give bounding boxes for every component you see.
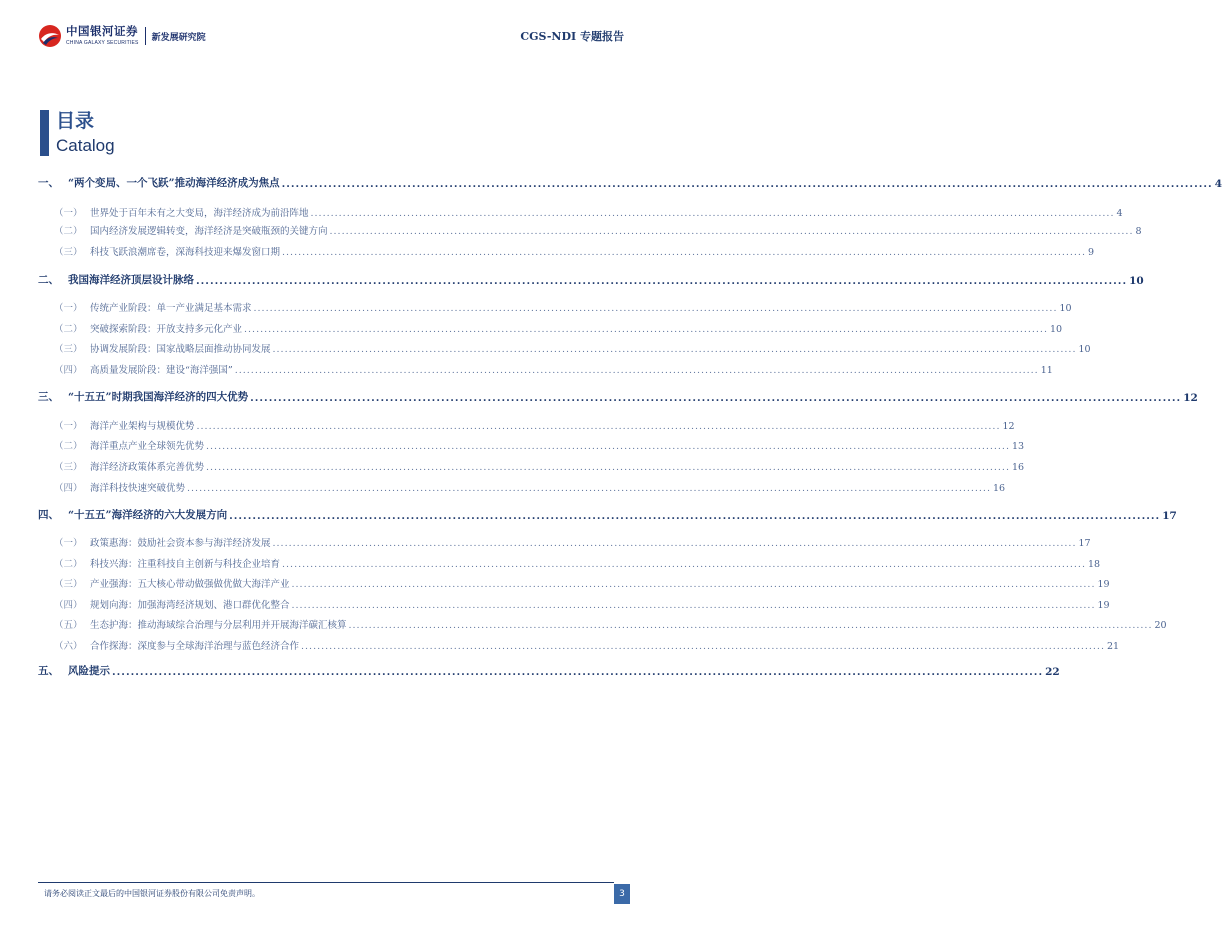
toc-entry-number: （一） <box>54 208 83 219</box>
toc-entry-page: 10 <box>1059 303 1072 314</box>
toc-entry-title: 高质量发展阶段：建设“海洋强国” <box>90 365 233 376</box>
catalog-title-en: Catalog <box>56 136 115 155</box>
toc-entry-number: 五、 <box>38 665 59 677</box>
toc-subsection-entry[interactable] <box>38 613 1167 631</box>
toc-dot-leader: ........................................................................................................................................................................................................ <box>348 620 1153 631</box>
toc-dot-leader: ........................................................................................................................................................................................................ <box>291 600 1096 611</box>
toc-dot-leader: ........................................................................................................................................................................................................ <box>196 421 1001 432</box>
toc-section-entry[interactable] <box>38 386 1198 404</box>
toc-entry-title: 国内经济发展逻辑转变，海洋经济是突破瓶颈的关键方向 <box>90 226 328 237</box>
toc-entry-title: “十五五”海洋经济的六大发展方向 <box>68 509 228 521</box>
galaxy-logo-icon <box>38 24 62 48</box>
toc-subsection-entry[interactable] <box>38 572 1110 590</box>
toc-entry-number: （三） <box>54 247 83 258</box>
toc-entry-number: 三、 <box>38 391 59 403</box>
toc-entry-page: 4 <box>1116 208 1123 219</box>
toc-entry-number: （一） <box>54 303 83 314</box>
toc-entry-title: “两个变局、一个飞跃”推动海洋经济成为焦点 <box>68 177 280 189</box>
toc-subsection-entry[interactable] <box>38 434 1025 452</box>
toc-subsection-entry[interactable] <box>38 634 1120 652</box>
page-header <box>0 0 662 60</box>
toc-subsection-entry[interactable] <box>38 476 1006 494</box>
toc-entry-title: 政策惠海：鼓励社会资本参与海洋经济发展 <box>90 538 271 549</box>
toc-dot-leader: ........................................................................................................................................................................................................ <box>291 579 1096 590</box>
toc-entry-title: “十五五”时期我国海洋经济的四大优势 <box>68 391 249 403</box>
toc-entry-number: （三） <box>54 462 83 473</box>
toc-entry-page: 9 <box>1087 247 1095 258</box>
toc-dot-leader: ........................................................................................................................................................................................................ <box>187 483 991 494</box>
page-number-badge: 3 <box>614 884 630 904</box>
toc-entry-number: （一） <box>54 538 83 549</box>
toc-entry-page: 11 <box>1040 365 1053 376</box>
toc-dot-leader: ........................................................................................................................................................................................................ <box>250 392 1182 404</box>
toc-dot-leader: ........................................................................................................................................................................................................ <box>206 441 1010 452</box>
toc-entry-number: （四） <box>54 365 83 376</box>
toc-subsection-entry[interactable] <box>38 414 1015 432</box>
toc-entry-title: 协调发展阶段：国家战略层面推动协同发展 <box>90 344 271 355</box>
catalog-title-cn: 目录 <box>56 110 95 132</box>
toc-entry-number: （三） <box>54 579 83 590</box>
toc-entry-number: （三） <box>54 344 83 355</box>
title-accent-bar <box>40 110 49 156</box>
toc-dot-leader: ........................................................................................................................................................................................................ <box>253 303 1058 314</box>
toc-entry-number: （二） <box>54 441 83 452</box>
footer-divider <box>38 882 614 883</box>
toc-entry-page: 21 <box>1106 641 1120 652</box>
company-logo <box>38 24 206 48</box>
toc-entry-page: 17 <box>1162 510 1177 522</box>
toc-entry-number: 四、 <box>38 509 59 521</box>
toc-subsection-entry[interactable] <box>38 358 1053 376</box>
toc-dot-leader: ........................................................................................................................................................................................................ <box>234 365 1039 376</box>
toc-entry-title: 传统产业阶段：单一产业满足基本需求 <box>90 303 252 314</box>
toc-dot-leader: ........................................................................................................................................................................................................ <box>329 226 1134 237</box>
toc-entry-number: （四） <box>54 600 83 611</box>
toc-entry-page: 10 <box>1129 275 1144 287</box>
toc-entry-title: 产业强海：五大核心带动做强做优做大海洋产业 <box>90 579 290 590</box>
toc-entry-title: 海洋科技快速突破优势 <box>90 483 186 494</box>
toc-dot-leader: ........................................................................................................................................................................................................ <box>112 666 1044 678</box>
toc-entry-title: 海洋经济政策体系完善优势 <box>90 462 205 473</box>
toc-entry-number: （六） <box>54 641 83 652</box>
toc-subsection-entry[interactable] <box>38 593 1110 611</box>
toc-entry-number: （二） <box>54 226 83 237</box>
toc-dot-leader: ........................................................................................................................................................................................................ <box>229 510 1161 522</box>
toc-entry-title: 海洋产业架构与规模优势 <box>90 421 195 432</box>
toc-dot-leader: ........................................................................................................................................................................................................ <box>282 247 1086 258</box>
toc-dot-leader: ........................................................................................................................................................................................................ <box>272 344 1077 355</box>
footer-disclaimer: 请务必阅读正文最后的中国银河证券股份有限公司免责声明。 <box>44 889 260 898</box>
toc-entry-page: 8 <box>1135 226 1142 237</box>
toc-entry-number: 二、 <box>38 274 59 286</box>
toc-entry-title: 我国海洋经济顶层设计脉络 <box>68 274 194 286</box>
toc-subsection-entry[interactable] <box>38 219 1142 237</box>
toc-subsection-entry[interactable] <box>38 552 1101 570</box>
toc-dot-leader: ........................................................................................................................................................................................................ <box>282 559 1086 570</box>
logo-chinese-name: 中国银河证券 <box>66 24 138 39</box>
toc-entry-title: 科技兴海：注重科技自主创新与科技企业培育 <box>90 559 281 570</box>
toc-entry-page: 4 <box>1214 178 1222 190</box>
toc-section-entry[interactable] <box>38 172 1222 190</box>
toc-entry-title: 生态护海：推动海域综合治理与分层利用并开展海洋碳汇核算 <box>90 620 347 631</box>
toc-dot-leader: ........................................................................................................................................................................................................ <box>206 462 1010 473</box>
toc-dot-leader: ........................................................................................................................................................................................................ <box>272 538 1077 549</box>
toc-entry-page: 10 <box>1078 344 1091 355</box>
toc-entry-page: 16 <box>1011 462 1025 473</box>
logo-english-name: CHINA GALAXY SECURITIES <box>66 39 139 46</box>
toc-entry-number: 一、 <box>38 177 59 189</box>
toc-entry-title: 突破探索阶段：开放支持多元化产业 <box>90 324 243 335</box>
toc-entry-page: 13 <box>1011 441 1025 452</box>
toc-entry-title: 合作探海：深度参与全球海洋治理与蓝色经济合作 <box>90 641 300 652</box>
toc-entry-title: 规划向海：加强海湾经济规划、港口群优化整合 <box>90 600 290 611</box>
toc-entry-page: 20 <box>1154 620 1167 631</box>
toc-entry-number: （二） <box>54 559 83 570</box>
toc-entry-title: 世界处于百年未有之大变局，海洋经济成为前沿阵地 <box>90 208 309 219</box>
toc-entry-page: 12 <box>1183 392 1198 404</box>
toc-section-entry[interactable] <box>38 269 1144 287</box>
toc-entry-page: 19 <box>1097 600 1110 611</box>
toc-entry-title: 风险提示 <box>68 665 110 677</box>
toc-entry-number: （二） <box>54 324 83 335</box>
toc-entry-page: 16 <box>992 483 1006 494</box>
toc-dot-leader: ........................................................................................................................................................................................................ <box>281 178 1213 190</box>
toc-subsection-entry[interactable] <box>38 240 1095 258</box>
toc-entry-number: （四） <box>54 483 83 494</box>
institute-name: 新发展研究院 <box>151 32 206 43</box>
toc-subsection-entry[interactable] <box>38 531 1091 549</box>
toc-entry-title: 科技飞跃浪潮席卷，深海科技迎来爆发窗口期 <box>90 247 281 258</box>
toc-entry-page: 10 <box>1049 324 1063 335</box>
report-type-label: CGS-NDI 专题报告 <box>520 30 624 43</box>
logo-divider <box>145 27 146 45</box>
toc-dot-leader: ........................................................................................................................................................................................................ <box>244 324 1048 335</box>
toc-dot-leader: ........................................................................................................................................................................................................ <box>301 641 1105 652</box>
toc-entry-page: 12 <box>1002 421 1015 432</box>
toc-dot-leader: ........................................................................................................................................................................................................ <box>310 208 1115 219</box>
toc-section-entry[interactable] <box>38 504 1177 522</box>
toc-entry-page: 17 <box>1078 538 1091 549</box>
toc-subsection-entry[interactable] <box>38 296 1072 314</box>
toc-entry-page: 19 <box>1097 579 1110 590</box>
toc-entry-number: （五） <box>54 620 83 631</box>
toc-entry-title: 海洋重点产业全球领先优势 <box>90 441 205 452</box>
toc-subsection-entry[interactable] <box>38 317 1063 335</box>
toc-dot-leader: ........................................................................................................................................................................................................ <box>196 275 1128 287</box>
toc-subsection-entry[interactable] <box>38 455 1025 473</box>
toc-entry-page: 18 <box>1087 559 1101 570</box>
toc-subsection-entry[interactable] <box>38 337 1091 355</box>
toc-entry-number: （一） <box>54 421 83 432</box>
toc-entry-page: 22 <box>1045 666 1060 678</box>
toc-section-entry[interactable] <box>38 660 1060 678</box>
toc-subsection-entry[interactable] <box>38 201 1123 219</box>
